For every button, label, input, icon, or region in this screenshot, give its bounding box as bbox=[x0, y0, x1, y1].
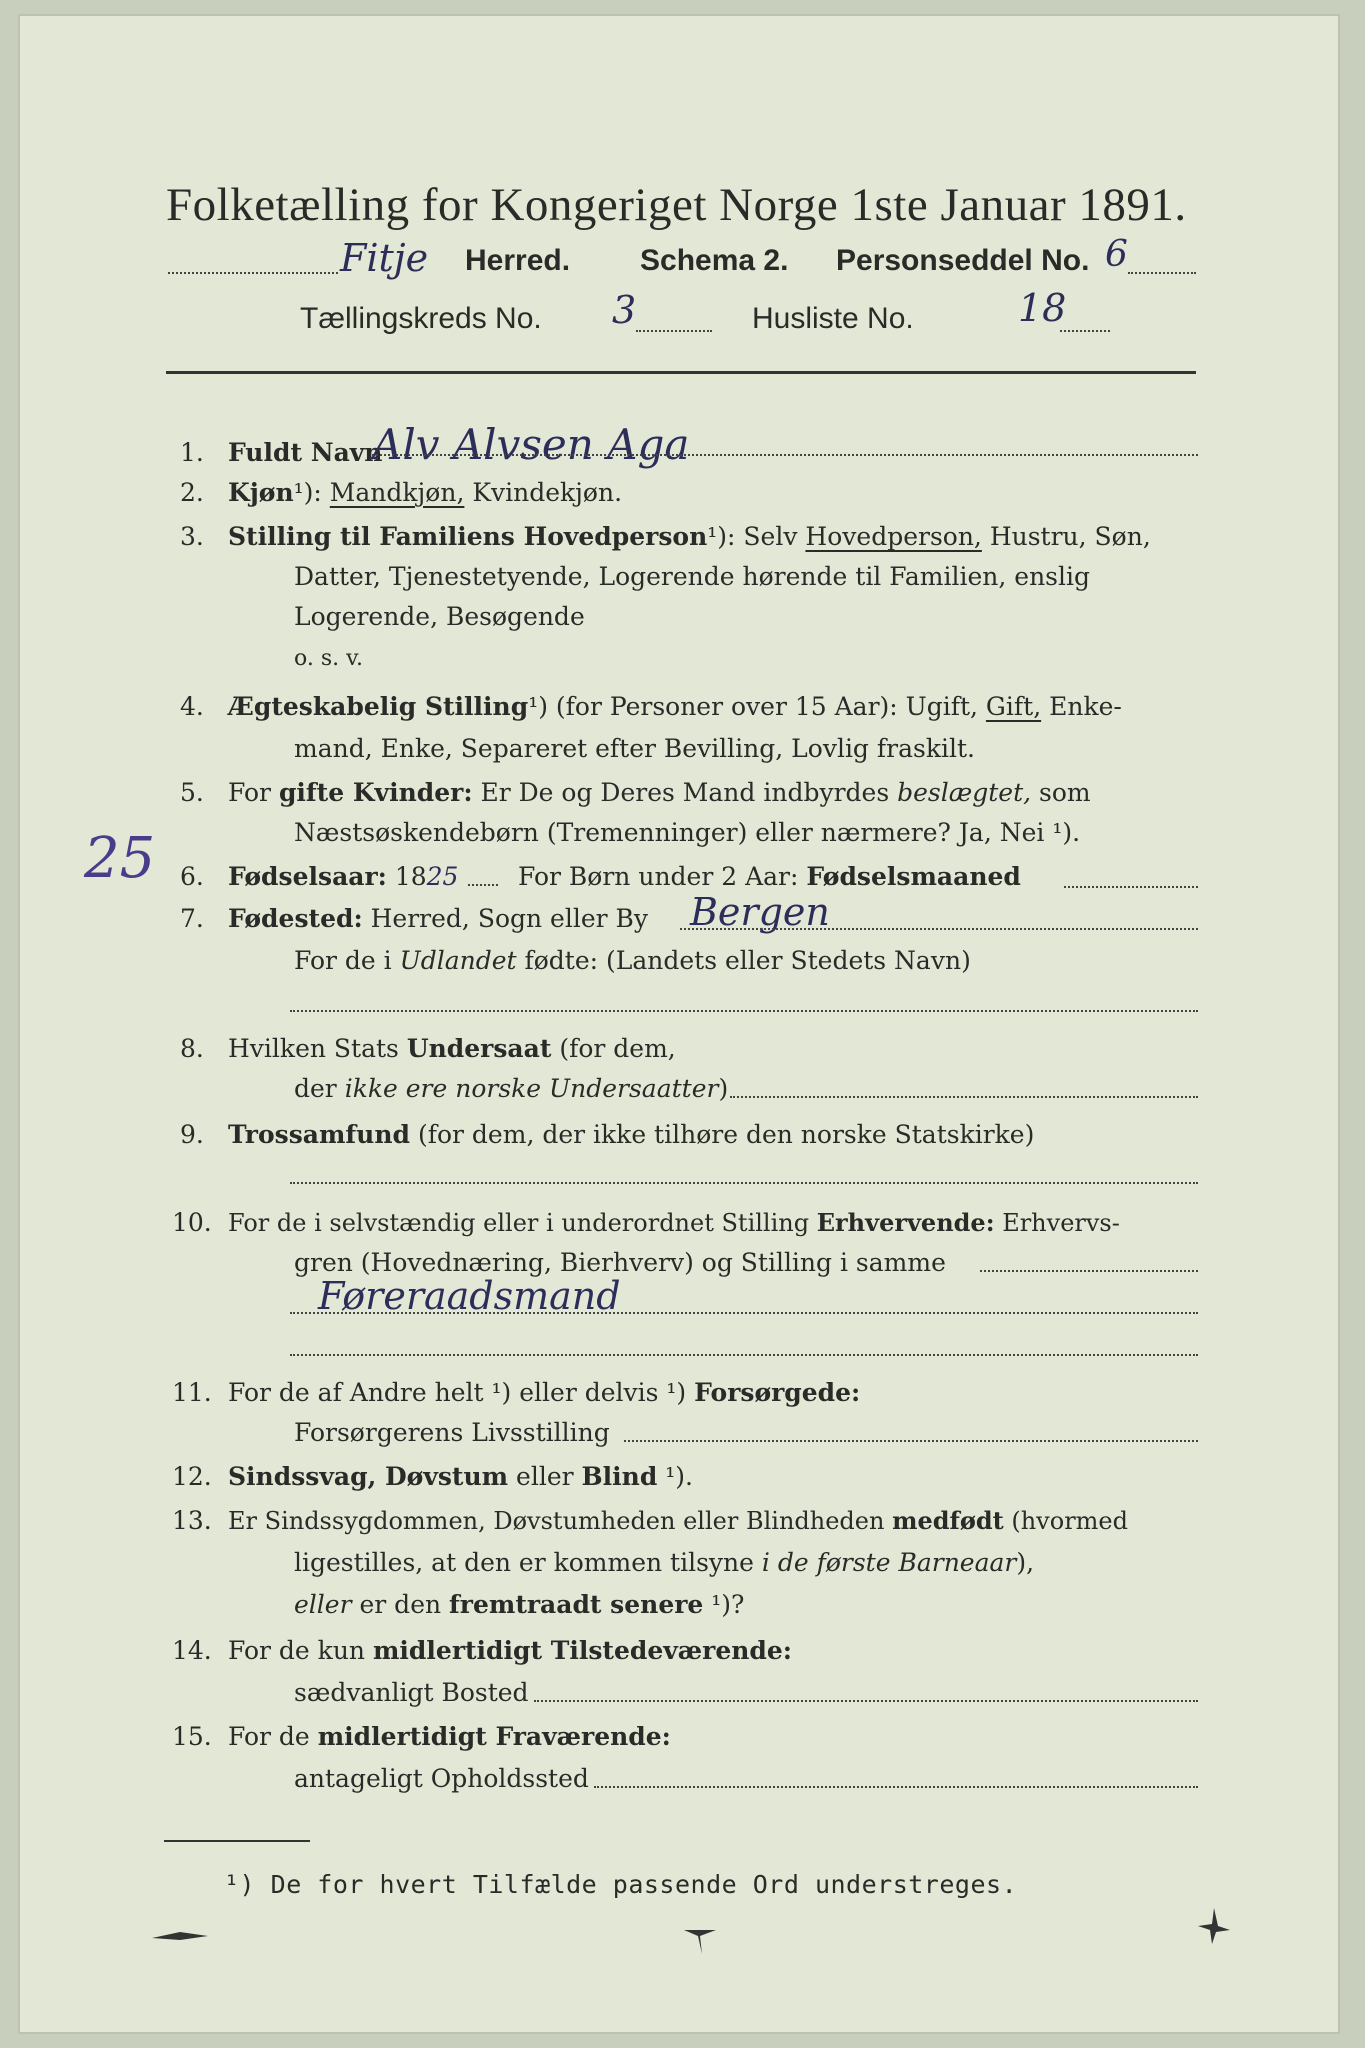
q3-options: Hustru, Søn, bbox=[981, 522, 1151, 551]
q3-footnote: ¹): Selv bbox=[707, 522, 806, 551]
herred-value: Fitje bbox=[340, 236, 429, 280]
item-number: 14. bbox=[172, 1636, 212, 1665]
item-number: 3. bbox=[180, 522, 204, 551]
q6-line bbox=[228, 862, 458, 891]
q15-line2: antageligt Opholdssted bbox=[294, 1764, 589, 1793]
q13-line2 bbox=[294, 1548, 1034, 1577]
registration-mark-left bbox=[150, 1920, 210, 1950]
item-number: 15. bbox=[172, 1722, 212, 1751]
q9-line1 bbox=[228, 1120, 1034, 1149]
q8-dots bbox=[730, 1096, 1198, 1098]
q8-line2-pre: der bbox=[294, 1074, 345, 1103]
q5-pre: For bbox=[228, 778, 279, 807]
q13-line2-pre: ligestilles, at den er kommen tilsyne bbox=[294, 1548, 762, 1577]
kreds-label: Tællingskreds No. bbox=[300, 302, 542, 335]
item-number: 5. bbox=[180, 778, 204, 807]
husliste-value: 18 bbox=[1018, 286, 1067, 330]
q5-label: gifte Kvinder: bbox=[278, 778, 473, 807]
q1-value: Alv Alvsen Aga bbox=[372, 420, 690, 469]
q7-value: Bergen bbox=[690, 890, 830, 934]
q2-text bbox=[228, 478, 622, 507]
q12-mid: eller bbox=[508, 1462, 582, 1491]
item-number: 10. bbox=[172, 1208, 212, 1237]
q4-label: Ægteskabelig Stilling bbox=[228, 692, 529, 721]
q7-line1 bbox=[228, 904, 648, 933]
q14-label: midlertidigt Tilstedeværende: bbox=[372, 1636, 793, 1665]
q8-line1 bbox=[228, 1034, 676, 1063]
item-number: 13. bbox=[172, 1506, 212, 1535]
q2-option-selected: Mandkjøn, bbox=[329, 478, 465, 507]
q5-line1 bbox=[228, 778, 1091, 807]
q3-line3: Logerende, Besøgende bbox=[294, 602, 585, 631]
q1-label: Fuldt Navn bbox=[228, 438, 383, 467]
q11-line1 bbox=[228, 1378, 860, 1407]
q15-dots bbox=[594, 1786, 1198, 1788]
personseddel-value: 6 bbox=[1105, 234, 1128, 275]
q15-line1 bbox=[228, 1722, 671, 1751]
q8-pre: Hvilken Stats bbox=[228, 1034, 407, 1063]
q14-line2: sædvanligt Bosted bbox=[294, 1678, 529, 1707]
kreds-value: 3 bbox=[612, 288, 637, 332]
q6-dots bbox=[468, 884, 498, 886]
q5-text: Er De og Deres Mand indbyrdes bbox=[472, 778, 898, 807]
q3-option-selected: Hovedperson, bbox=[805, 522, 982, 551]
q3-label: Stilling til Familiens Hovedperson bbox=[228, 522, 708, 551]
item-number: 7. bbox=[180, 904, 204, 933]
q11-pre: For de af Andre helt ¹) eller delvis ¹) bbox=[228, 1378, 695, 1407]
q12-label2: Blind bbox=[581, 1462, 658, 1491]
q5-end: som bbox=[1031, 778, 1091, 807]
kreds-dots bbox=[636, 330, 712, 332]
q10-pre: For de i selvstændig eller i underordnet Stilling bbox=[228, 1209, 817, 1237]
q3-line1 bbox=[228, 522, 1151, 551]
q2-label: Kjøn bbox=[228, 478, 294, 507]
q13-line2-end: ), bbox=[1016, 1548, 1035, 1577]
q13-line2-italic: i de første Barneaar bbox=[761, 1548, 1017, 1577]
q6-prefix: 18 bbox=[386, 862, 427, 891]
q8-line2-end: ) bbox=[718, 1074, 729, 1103]
q6-line2 bbox=[518, 862, 1021, 891]
q13-line3-label: fremtraadt senere bbox=[449, 1590, 704, 1619]
q6-value: 25 bbox=[426, 862, 459, 891]
q9-dots bbox=[290, 1182, 1198, 1184]
q3-line4: o. s. v. bbox=[294, 646, 363, 671]
header-rule bbox=[166, 371, 1196, 374]
q11-dots bbox=[624, 1440, 1198, 1442]
q13-line3-italic: eller bbox=[294, 1590, 352, 1619]
q7-label: Fødested: bbox=[228, 904, 363, 933]
q14-dots bbox=[534, 1700, 1198, 1702]
q14-line1 bbox=[228, 1636, 792, 1665]
item-number: 9. bbox=[180, 1120, 204, 1149]
personseddel-dots bbox=[1128, 272, 1196, 274]
q14-pre: For de kun bbox=[228, 1636, 373, 1665]
q7-text: Herred, Sogn eller By bbox=[362, 904, 649, 933]
q10-value-dots bbox=[290, 1312, 1198, 1314]
q10-rest: Erhvervs- bbox=[994, 1209, 1120, 1237]
registration-mark-right bbox=[1196, 1906, 1232, 1946]
item-number: 8. bbox=[180, 1034, 204, 1063]
q12-label: Sindssvag, Døvstum bbox=[228, 1462, 509, 1491]
q10-line2: gren (Hovednæring, Bierhverv) og Stilling i samme bbox=[294, 1248, 946, 1277]
q6-label2: Fødselsmaaned bbox=[806, 862, 1021, 891]
footnote: ¹) De for hvert Tilfælde passende Ord understreges. bbox=[224, 1870, 1018, 1899]
q13-label: medfødt bbox=[892, 1506, 1004, 1535]
q4-option-selected: Gift, bbox=[985, 692, 1042, 721]
q8-line2 bbox=[294, 1074, 728, 1103]
q5-italic: beslægtet, bbox=[897, 778, 1032, 807]
husliste-label: Husliste No. bbox=[752, 302, 914, 335]
item-number: 4. bbox=[180, 692, 204, 721]
q7-line2-rest: fødte: (Landets eller Stedets Navn) bbox=[516, 946, 971, 975]
q10-line1 bbox=[228, 1208, 1120, 1237]
q12-end: ¹). bbox=[657, 1462, 693, 1491]
item-number: 11. bbox=[172, 1378, 212, 1407]
q13-line1 bbox=[228, 1506, 1128, 1535]
q10-label: Erhvervende: bbox=[816, 1208, 995, 1237]
q2-footnote: ¹): bbox=[293, 478, 330, 507]
q4-text-end: Enke- bbox=[1041, 692, 1122, 721]
q10-value: Føreraadsmand bbox=[318, 1274, 621, 1318]
item-number: 1. bbox=[180, 438, 204, 467]
item-number: 2. bbox=[180, 478, 204, 507]
margin-note: 25 bbox=[84, 826, 156, 891]
q4-text: ¹) (for Personer over 15 Aar): Ugift, bbox=[528, 692, 986, 721]
q7-line2 bbox=[294, 946, 971, 975]
q7-line3-dots bbox=[290, 1010, 1198, 1012]
q7-line2-pre: For de i bbox=[294, 946, 400, 975]
q13-rest: (hvormed bbox=[1003, 1507, 1128, 1535]
q13-pre: Er Sindssygdommen, Døvstumheden eller Blindheden bbox=[228, 1507, 893, 1535]
q4-line1 bbox=[228, 692, 1122, 721]
footnote-rule bbox=[164, 1840, 310, 1842]
q13-line3-end: ¹)? bbox=[703, 1590, 745, 1619]
herred-label: Herred. bbox=[465, 244, 571, 277]
registration-mark-center bbox=[680, 1922, 720, 1958]
q1-dots bbox=[372, 454, 1198, 456]
q9-label: Trossamfund bbox=[228, 1120, 411, 1149]
q2-option: Kvindekjøn. bbox=[464, 478, 623, 507]
schema-label: Schema 2. bbox=[640, 244, 789, 277]
personseddel-label: Personseddel No. bbox=[836, 244, 1090, 277]
q6-label: Fødselsaar: bbox=[228, 862, 387, 891]
form-title: Folketælling for Kongeriget Norge 1ste Januar 1891. bbox=[166, 179, 1187, 231]
q15-label: midlertidigt Fraværende: bbox=[317, 1722, 671, 1751]
q15-pre: For de bbox=[228, 1722, 318, 1751]
q9-rest: (for dem, der ikke tilhøre den norske Statskirke) bbox=[410, 1120, 1035, 1149]
q11-label: Forsørgede: bbox=[694, 1378, 861, 1407]
q12-line bbox=[228, 1462, 693, 1491]
q10-dots bbox=[980, 1270, 1198, 1272]
q6-month-dots bbox=[1064, 886, 1198, 888]
q7-line2-italic: Udlandet bbox=[399, 946, 517, 975]
q8-rest: (for dem, bbox=[551, 1034, 676, 1063]
q13-line3 bbox=[294, 1590, 744, 1619]
item-number: 12. bbox=[172, 1462, 212, 1491]
herred-dots bbox=[168, 272, 338, 274]
q6-mid: For Børn under 2 Aar: bbox=[518, 862, 807, 891]
q8-label: Undersaat bbox=[406, 1034, 552, 1063]
item-number: 6. bbox=[180, 862, 204, 891]
q5-line2: Næstsøskendebørn (Tremenninger) eller nærmere? Ja, Nei ¹). bbox=[294, 818, 1081, 847]
q3-line2: Datter, Tjenestetyende, Logerende hørende til Familien, enslig bbox=[294, 562, 1091, 591]
q13-line3-mid: er den bbox=[351, 1590, 450, 1619]
q10-extra-dots bbox=[290, 1354, 1198, 1356]
q4-line2: mand, Enke, Separeret efter Bevilling, Lovlig fraskilt. bbox=[294, 734, 975, 763]
q8-line2-italic: ikke ere norske Undersaatter bbox=[344, 1074, 719, 1103]
q7-dots bbox=[680, 928, 1198, 930]
q11-line2: Forsørgerens Livsstilling bbox=[294, 1418, 610, 1447]
husliste-dots bbox=[1060, 330, 1110, 332]
